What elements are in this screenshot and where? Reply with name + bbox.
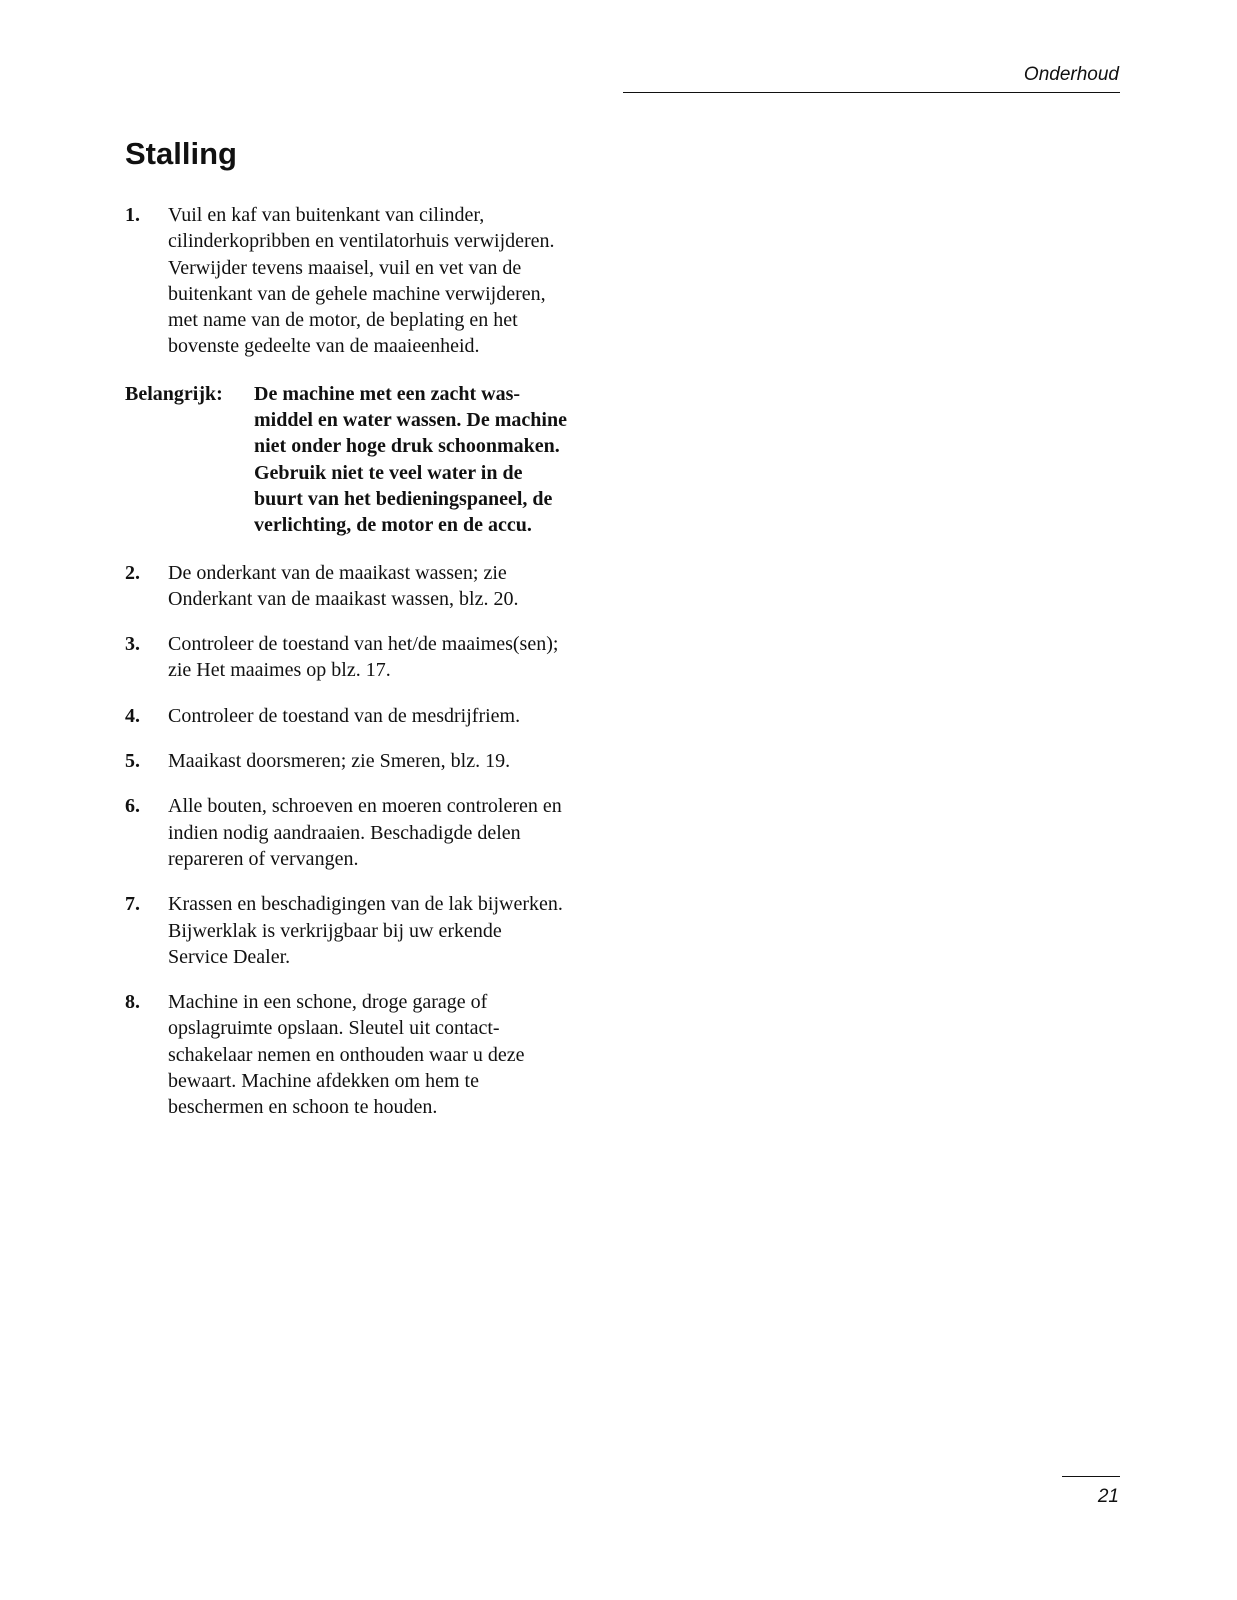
- step-line: Onderkant van de maaikast wassen, blz. 20.: [168, 587, 519, 610]
- step-line: opslagruimte opslaan. Sleutel uit contact-: [168, 1017, 500, 1040]
- step-line: buitenkant van de gehele machine verwijderen,: [168, 282, 546, 305]
- important-line: verlichting, de motor en de accu.: [254, 514, 532, 537]
- step-line: Alle bouten, schroeven en moeren controleren en: [168, 795, 562, 818]
- step-item: [125, 560, 625, 613]
- step-text: [168, 891, 625, 970]
- step-text: [168, 989, 625, 1120]
- step-text: [168, 202, 625, 360]
- step-item: [125, 891, 625, 970]
- step-item: [125, 202, 625, 360]
- step-line: indien nodig aandraaien. Beschadigde delen: [168, 821, 521, 844]
- step-line: Vuil en kaf van buitenkant van cilinder,: [168, 204, 485, 226]
- important-note: [125, 381, 625, 539]
- step-number: 6.: [125, 795, 140, 818]
- step-line: bovenste gedeelte van de maaieenheid.: [168, 335, 480, 358]
- important-line: middel en water wassen. De machine: [254, 409, 567, 432]
- important-label: Belangrijk:: [125, 382, 223, 405]
- footer-divider: [1062, 1476, 1120, 1477]
- step-number: 1.: [125, 204, 140, 226]
- important-line: De machine met een zacht was-: [254, 382, 521, 405]
- header-divider: [623, 92, 1120, 93]
- step-text: [168, 793, 625, 872]
- step-list-after: [125, 560, 625, 1121]
- step-item: [125, 989, 625, 1120]
- step-number: 7.: [125, 893, 140, 916]
- step-item: [125, 748, 625, 774]
- step-line: Machine in een schone, droge garage of: [168, 991, 488, 1014]
- main-content: [125, 202, 625, 1140]
- step-line: Controleer de toestand van de mesdrijfriem.: [168, 704, 521, 727]
- step-line: Bijwerklak is verkrijgbaar bij uw erkende: [168, 919, 502, 942]
- step-number: 3.: [125, 633, 140, 656]
- step-line: Maaikast doorsmeren; zie Smeren, blz. 19.: [168, 750, 511, 773]
- step-line: Controleer de toestand van het/de maaimes(sen);: [168, 633, 559, 656]
- step-number: 4.: [125, 704, 140, 727]
- step-line: De onderkant van de maaikast wassen; zie: [168, 561, 507, 584]
- step-number: 2.: [125, 561, 140, 584]
- step-list-before: [125, 202, 625, 360]
- step-number: 8.: [125, 991, 140, 1014]
- step-line: beschermen en schoon te houden.: [168, 1096, 438, 1119]
- step-line: schakelaar nemen en onthouden waar u deze: [168, 1043, 525, 1066]
- step-text: [168, 631, 625, 684]
- section-title: Stalling: [125, 136, 237, 171]
- important-line: niet onder hoge druk schoonmaken.: [254, 435, 560, 458]
- step-line: met name van de motor, de beplating en het: [168, 309, 518, 332]
- step-text: [168, 560, 625, 613]
- page-header-title: Onderhoud: [1023, 64, 1119, 85]
- step-item: [125, 631, 625, 684]
- step-line: repareren of vervangen.: [168, 847, 359, 870]
- step-item: [125, 703, 625, 729]
- step-line: Krassen en beschadigingen van de lak bijwerken.: [168, 893, 563, 916]
- step-number: 5.: [125, 750, 140, 773]
- step-line: Service Dealer.: [168, 945, 291, 968]
- step-line: bewaart. Machine afdekken om hem te: [168, 1070, 479, 1093]
- step-text: [168, 703, 625, 729]
- important-line: Gebruik niet te veel water in de: [254, 461, 523, 484]
- step-line: cilinderkopribben en ventilatorhuis verwijderen.: [168, 230, 555, 253]
- important-line: buurt van het bedieningspaneel, de: [254, 487, 553, 510]
- step-line: zie Het maaimes op blz. 17.: [168, 659, 391, 682]
- step-item: [125, 793, 625, 872]
- step-line: Verwijder tevens maaisel, vuil en vet van de: [168, 256, 522, 279]
- page-number: 21: [1097, 1486, 1119, 1507]
- step-text: [168, 748, 625, 774]
- important-text: [254, 381, 625, 539]
